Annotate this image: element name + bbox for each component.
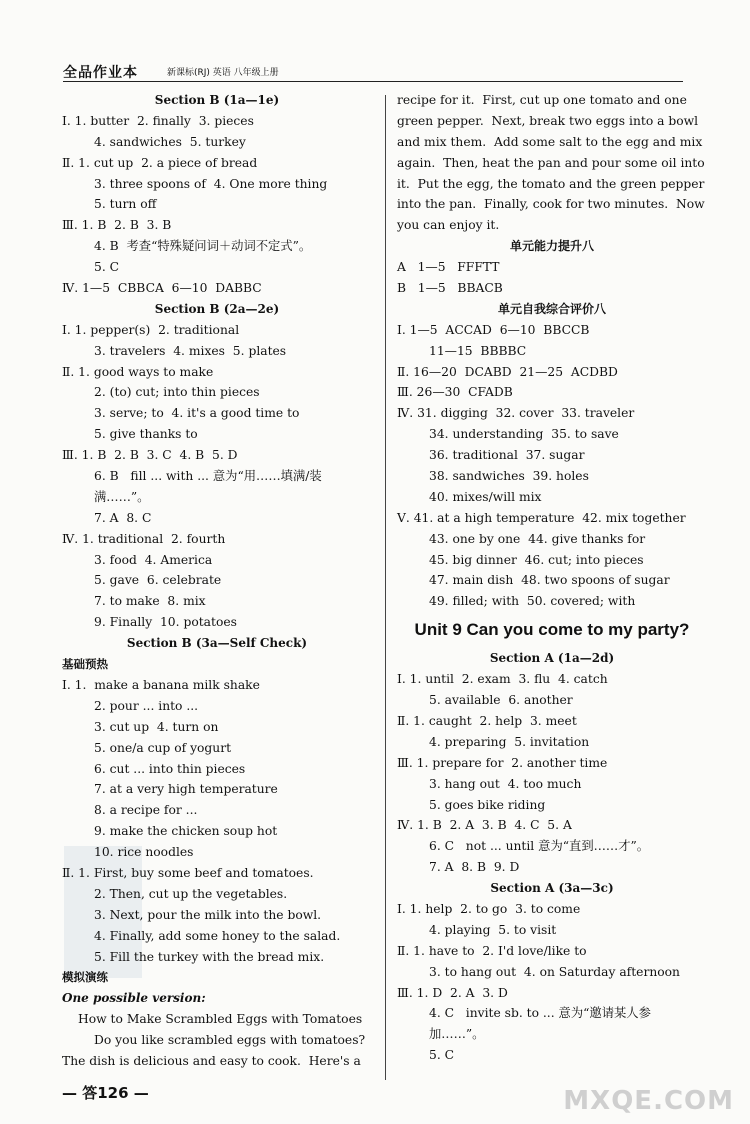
answer-line: How to Make Scrambled Eggs with Tomatoes <box>78 1012 363 1027</box>
answer-line: Ⅱ. 1. cut up 2. a piece of bread <box>62 155 258 170</box>
answer-line: 4. B 考查“特殊疑问词＋动词不定式”。 <box>94 239 312 254</box>
book-brand: 全品作业本 <box>63 65 138 81</box>
section-heading: 单元自我综合评价八 <box>497 301 606 316</box>
section-heading: Section A (1a—2d) <box>489 651 615 666</box>
watermark-text: MXQE.COM <box>563 1086 734 1116</box>
header-rule <box>63 81 683 82</box>
answer-line: 6. B fill ... with ... 意为“用……填满/装 <box>94 469 322 484</box>
answer-line: 38. sandwiches 39. holes <box>429 469 589 484</box>
book-subtitle: 新课标(RJ) 英语 八年级上册 <box>167 68 279 78</box>
answer-line: 3. Next, pour the milk into the bowl. <box>94 907 322 922</box>
section-heading: Section B (3a—Self Check) <box>126 636 308 651</box>
watermark <box>563 1050 744 1120</box>
answer-line: 9. Finally 10. potatoes <box>94 615 237 630</box>
answer-line: Ⅳ. 1. traditional 2. fourth <box>62 531 226 546</box>
answer-line: 4. preparing 5. invitation <box>429 734 590 749</box>
answer-line: 2. pour ... into ... <box>94 698 199 713</box>
answer-line: Ⅳ. 1. B 2. A 3. B 4. C 5. A <box>397 818 572 833</box>
answer-line: again. Then, heat the pan and pour some oil into <box>397 155 705 170</box>
answer-line: A 1—5 FFFTT <box>397 260 500 275</box>
answer-line: 5. one/a cup of yogurt <box>94 740 232 755</box>
answer-line: 3. to hang out 4. on Saturday afternoon <box>429 964 680 979</box>
answer-line: 49. filled; with 50. covered; with <box>429 594 636 609</box>
answer-line: 9. make the chicken soup hot <box>94 824 278 839</box>
answer-line: Ⅰ. 1. help 2. to go 3. to come <box>397 901 581 916</box>
subsection-label: 基础预热 <box>62 657 108 672</box>
answer-line: 3. cut up 4. turn on <box>94 719 219 734</box>
answer-line: 4. C invite sb. to ... 意为“邀请某人参 <box>429 1006 651 1021</box>
answer-line: into the pan. Finally, cook for two minutes. Now <box>397 197 705 212</box>
answer-line: 2. (to) cut; into thin pieces <box>94 385 260 400</box>
answer-line: Ⅲ. 26—30 CFADB <box>397 385 513 400</box>
page-header <box>63 62 683 84</box>
unit-title: Unit 9 Can you come to my party? <box>414 620 690 640</box>
answer-line: 加……”。 <box>429 1027 485 1042</box>
answer-line: 43. one by one 44. give thanks for <box>429 531 646 546</box>
answer-line: and mix them. Add some salt to the egg and mix <box>397 134 703 149</box>
column-divider <box>385 95 386 1080</box>
answer-line: 3. hang out 4. too much <box>429 776 582 791</box>
answer-line: 34. understanding 35. to save <box>429 427 619 442</box>
answer-line: 5. give thanks to <box>94 427 198 442</box>
answer-line: 6. C not ... until 意为“直到……才”。 <box>429 839 650 854</box>
answer-line: 6. cut ... into thin pieces <box>94 761 246 776</box>
answer-line: 2. Then, cut up the vegetables. <box>94 886 288 901</box>
answer-line: Ⅱ. 1. have to 2. I'd love/like to <box>397 943 587 958</box>
answer-line: Ⅲ. 1. prepare for 2. another time <box>397 755 608 770</box>
answer-line: you can enjoy it. <box>397 218 500 233</box>
answer-line: 3. serve; to 4. it's a good time to <box>94 406 300 421</box>
answer-line: 10. rice noodles <box>94 845 194 860</box>
answer-line: Ⅱ. 16—20 DCABD 21—25 ACDBD <box>397 364 618 379</box>
answer-line: Ⅰ. 1. butter 2. finally 3. pieces <box>62 113 254 128</box>
answer-line: 3. three spoons of 4. One more thing <box>94 176 328 191</box>
answer-line: 8. a recipe for ... <box>94 803 198 818</box>
subsection-label: 模拟演练 <box>62 970 108 985</box>
answer-line: 36. traditional 37. sugar <box>429 448 585 463</box>
right-column <box>397 90 707 1066</box>
answer-line: 40. mixes/will mix <box>429 489 542 504</box>
answer-line: 5. C <box>94 260 120 275</box>
answer-line: 5. gave 6. celebrate <box>94 573 222 588</box>
answer-line: 11—15 BBBBC <box>429 343 527 358</box>
answer-line: Ⅰ. 1. until 2. exam 3. flu 4. catch <box>397 672 608 687</box>
answer-line: Ⅱ. 1. First, buy some beef and tomatoes. <box>62 865 314 880</box>
answer-line: 4. sandwiches 5. turkey <box>94 134 246 149</box>
page-number: — 答126 — <box>62 1084 149 1102</box>
answer-line: Ⅲ. 1. D 2. A 3. D <box>397 985 508 1000</box>
answer-line: 5. turn off <box>94 197 157 212</box>
answer-line: 7. A 8. C <box>94 510 152 525</box>
answer-line: 5. C <box>429 1048 455 1063</box>
answer-line: 7. at a very high temperature <box>94 782 278 797</box>
answer-line: Ⅱ. 1. caught 2. help 3. meet <box>397 713 577 728</box>
answer-line: Ⅲ. 1. B 2. B 3. C 4. B 5. D <box>62 448 238 463</box>
answer-line: 3. food 4. America <box>94 552 213 567</box>
left-column <box>62 90 372 1072</box>
section-heading: Section B (1a—1e) <box>154 93 280 107</box>
answer-line: 45. big dinner 46. cut; into pieces <box>429 552 644 567</box>
answer-line: 4. playing 5. to visit <box>429 922 557 937</box>
answer-line: recipe for it. First, cut up one tomato and one <box>397 93 687 107</box>
version-label: One possible version: <box>62 991 206 1006</box>
answer-line: Do you like scrambled eggs with tomatoes? <box>94 1033 366 1048</box>
answer-line: 7. to make 8. mix <box>94 594 206 609</box>
section-heading: Section B (2a—2e) <box>154 301 280 316</box>
answer-line: green pepper. Next, break two eggs into a bowl <box>397 113 699 128</box>
answer-line: The dish is delicious and easy to cook. Here's a <box>62 1053 361 1068</box>
answer-line: Ⅳ. 1—5 CBBCA 6—10 DABBC <box>62 281 262 296</box>
answer-line: 7. A 8. B 9. D <box>429 860 520 875</box>
answer-line: 5. Fill the turkey with the bread mix. <box>94 949 325 964</box>
answer-line: 3. travelers 4. mixes 5. plates <box>94 343 287 358</box>
section-heading: Section A (3a—3c) <box>490 881 614 896</box>
answer-line: 满……”。 <box>94 489 150 504</box>
answer-line: it. Put the egg, the tomato and the green pepper <box>397 176 705 191</box>
answer-line: Ⅴ. 41. at a high temperature 42. mix together <box>397 510 686 525</box>
answer-line: Ⅰ. 1—5 ACCAD 6—10 BBCCB <box>397 322 590 337</box>
answer-line: B 1—5 BBACB <box>397 281 503 296</box>
answer-line: Ⅳ. 31. digging 32. cover 33. traveler <box>397 406 635 421</box>
answer-line: 47. main dish 48. two spoons of sugar <box>429 573 670 588</box>
answer-line: 5. goes bike riding <box>429 797 546 812</box>
section-heading: 单元能力提升八 <box>509 239 594 254</box>
answer-line: Ⅰ. 1. pepper(s) 2. traditional <box>62 322 240 337</box>
answer-line: Ⅲ. 1. B 2. B 3. B <box>62 218 172 233</box>
answer-line: 5. available 6. another <box>429 693 573 708</box>
answer-line: Ⅱ. 1. good ways to make <box>62 364 214 379</box>
answer-line: 4. Finally, add some honey to the salad. <box>94 928 341 943</box>
answer-line: Ⅰ. 1. make a banana milk shake <box>62 677 260 692</box>
